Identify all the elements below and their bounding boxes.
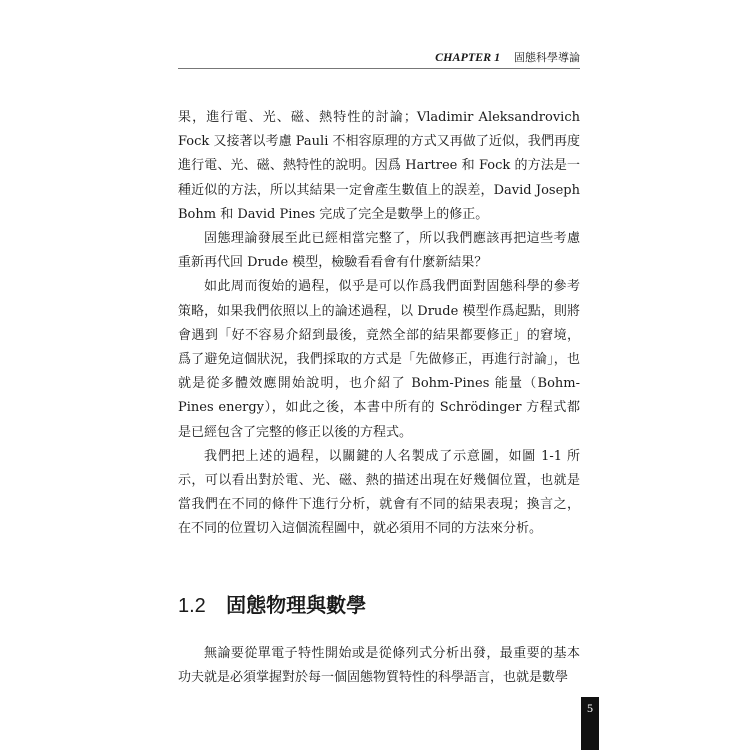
running-header [435,49,580,65]
section-paragraph-1: 無論要從單電子特性開始或是從條列式分析出發，最重要的基本功夫就是必須掌握對於每一個固態物質特性的科學語言，也就是數學 [178,646,580,686]
page-number: 5 [587,701,593,715]
section-number: 1.2 [178,595,206,617]
section-heading [178,590,366,621]
section-body [178,642,580,690]
header-divider [178,68,580,69]
paragraph-3: 如此周而復始的過程，似乎是可以作爲我們面對固態科學的參考策略，如果我們依照以上的論述過程，以 Drude 模型作爲起點，則將會遇到「好不容易介紹到最後，竟然全部的結果都要修正」的窘境，爲了避免這個狀況，我們採取的方式是「先做修正，再進行討論」，也就是從多體效應開始說明，也介紹了 Bohm-Pines 能量（Bohm-Pines energy），如此之後，本書中所有的 Schrödinger 方程式都是已經包含了完整的修正以後的方程式。 [178,279,580,440]
chapter-title: 固態科學導論 [514,51,580,64]
page-number-tab [581,697,599,750]
paragraph-1: 果，進行電、光、磁、熱特性的討論；Vladimir Aleksandrovich Fock 又接著以考慮 Pauli 不相容原理的方式又再做了近似，我們再度進行電、光、磁、熱特性的說明。因爲 Hartree 和 Fock 的方法是一種近似的方法，所以其結果一定會產生數值上的誤差，David Joseph Bohm 和 David Pines 完成了完全是數學上的修正。 [178,110,580,222]
section-title: 固態物理與數學 [226,593,367,617]
body-text [178,106,580,542]
paragraph-4: 我們把上述的過程，以關鍵的人名製成了示意圖，如圖 1-1 所示，可以看出對於電、光、磁、熱的描述出現在好幾個位置，也就是當我們在不同的條件下進行分析，就會有不同的結果表現；換言之，在不同的位置切入這個流程圖中，就必須用不同的方法來分析。 [178,448,580,537]
paragraph-2: 固態理論發展至此已經相當完整了，所以我們應該再把這些考慮重新再代回 Drude 模型，檢驗看看會有什麼新結果？ [178,231,580,271]
chapter-label: CHAPTER 1 [435,50,501,64]
